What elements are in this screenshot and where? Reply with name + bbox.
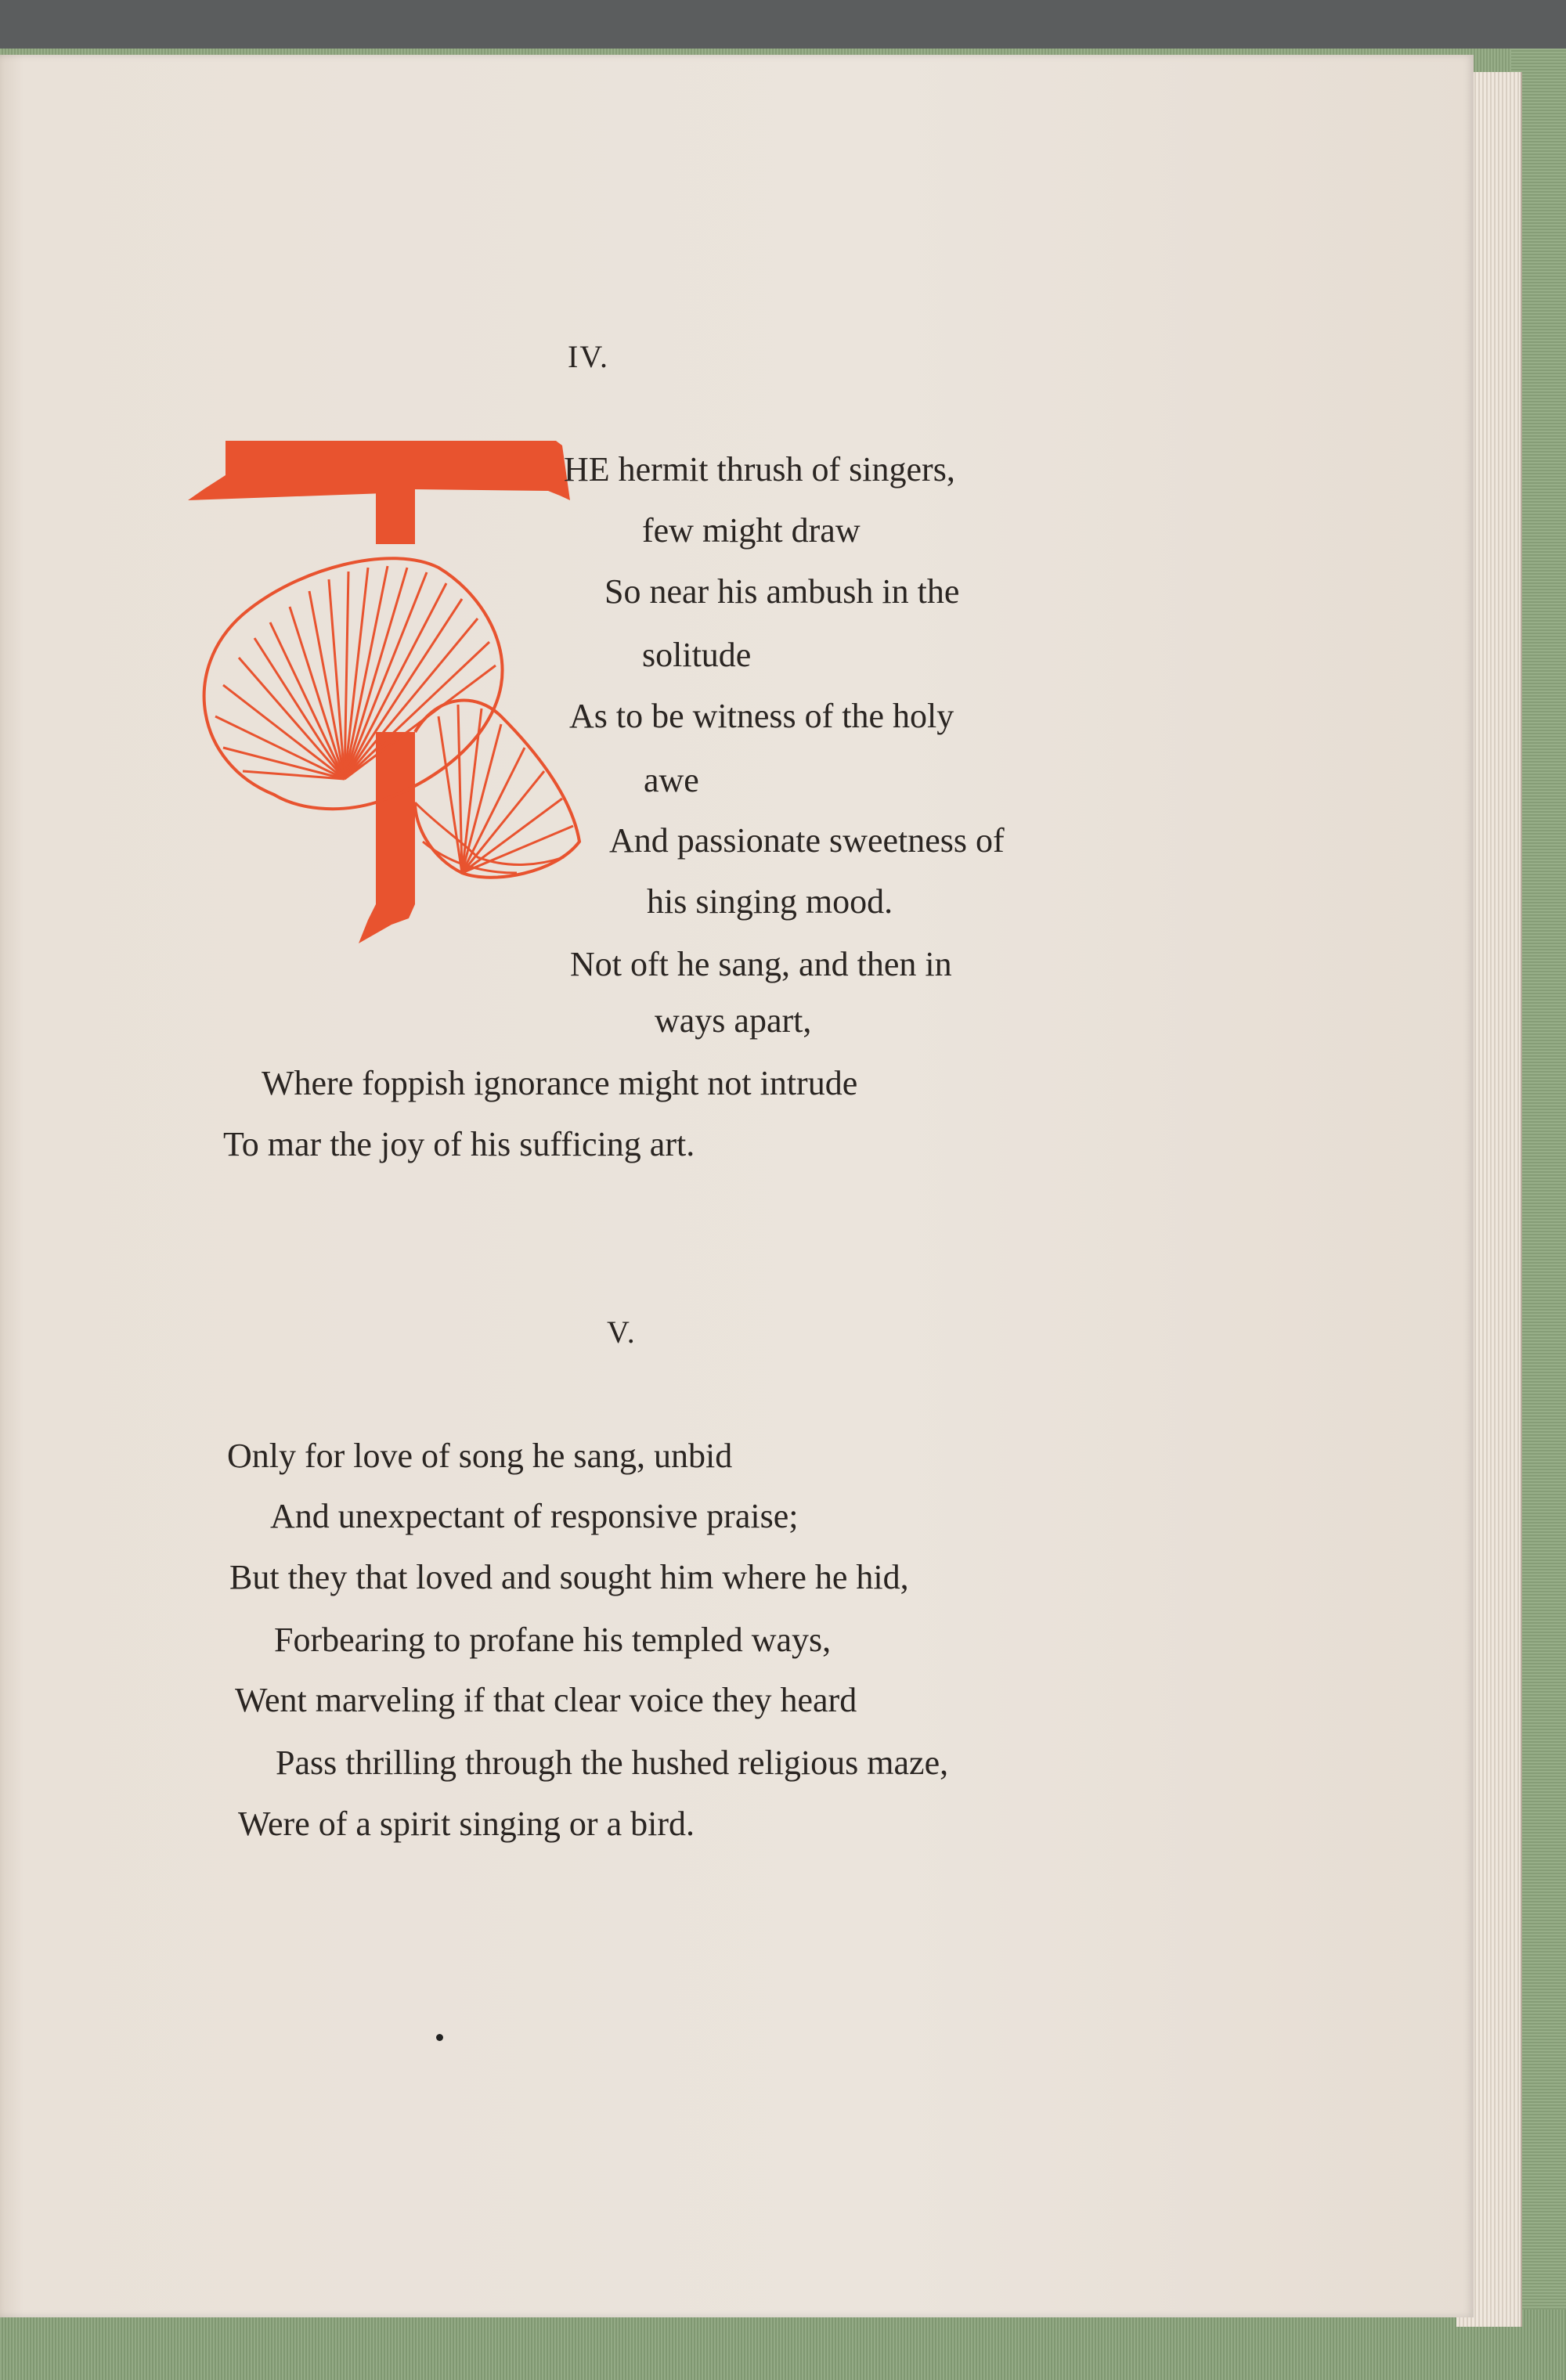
poem-line: solitude — [642, 636, 752, 674]
small-shell-icon — [415, 701, 579, 878]
poem-line: And unexpectant of responsive praise; — [270, 1497, 799, 1535]
poem-line: And passionate sweetness of — [609, 821, 1005, 860]
poem-line: Were of a spirit singing or a bird. — [238, 1805, 695, 1843]
ink-speck — [436, 2034, 443, 2041]
book-page — [0, 55, 1474, 2317]
poem-line: Not oft he sang, and then in — [570, 945, 952, 983]
poem-line: awe — [644, 761, 699, 799]
poem-line: Forbearing to profane his templed ways, — [274, 1621, 832, 1659]
poem-line: So near his ambush in the — [604, 572, 960, 611]
poem-line: To mar the joy of his sufficing art. — [223, 1125, 695, 1163]
section-heading-iv: IV. — [568, 339, 610, 374]
poem-line: his singing mood. — [647, 882, 893, 921]
poem-line: As to be witness of the holy — [569, 697, 954, 735]
poem-line: few might draw — [642, 511, 861, 550]
poem-line: Went marveling if that clear voice they heard — [235, 1681, 857, 1719]
drop-cap-t-shell-illustration — [180, 435, 587, 951]
poem-line: Pass thrilling through the hushed religious maze, — [276, 1744, 949, 1782]
poem-line: Where foppish ignorance might not intrude — [262, 1064, 858, 1102]
poem-line: HE hermit thrush of singers, — [564, 450, 955, 489]
poem-line: ways apart, — [655, 1001, 812, 1040]
cloth-cover-bottom — [0, 2310, 1566, 2380]
scallop-shell-icon — [204, 558, 503, 809]
poem-line: But they that loved and sought him where he hid, — [229, 1558, 909, 1596]
poem-line: Only for love of song he sang, unbid — [227, 1437, 733, 1475]
section-heading-v: V. — [607, 1314, 637, 1350]
